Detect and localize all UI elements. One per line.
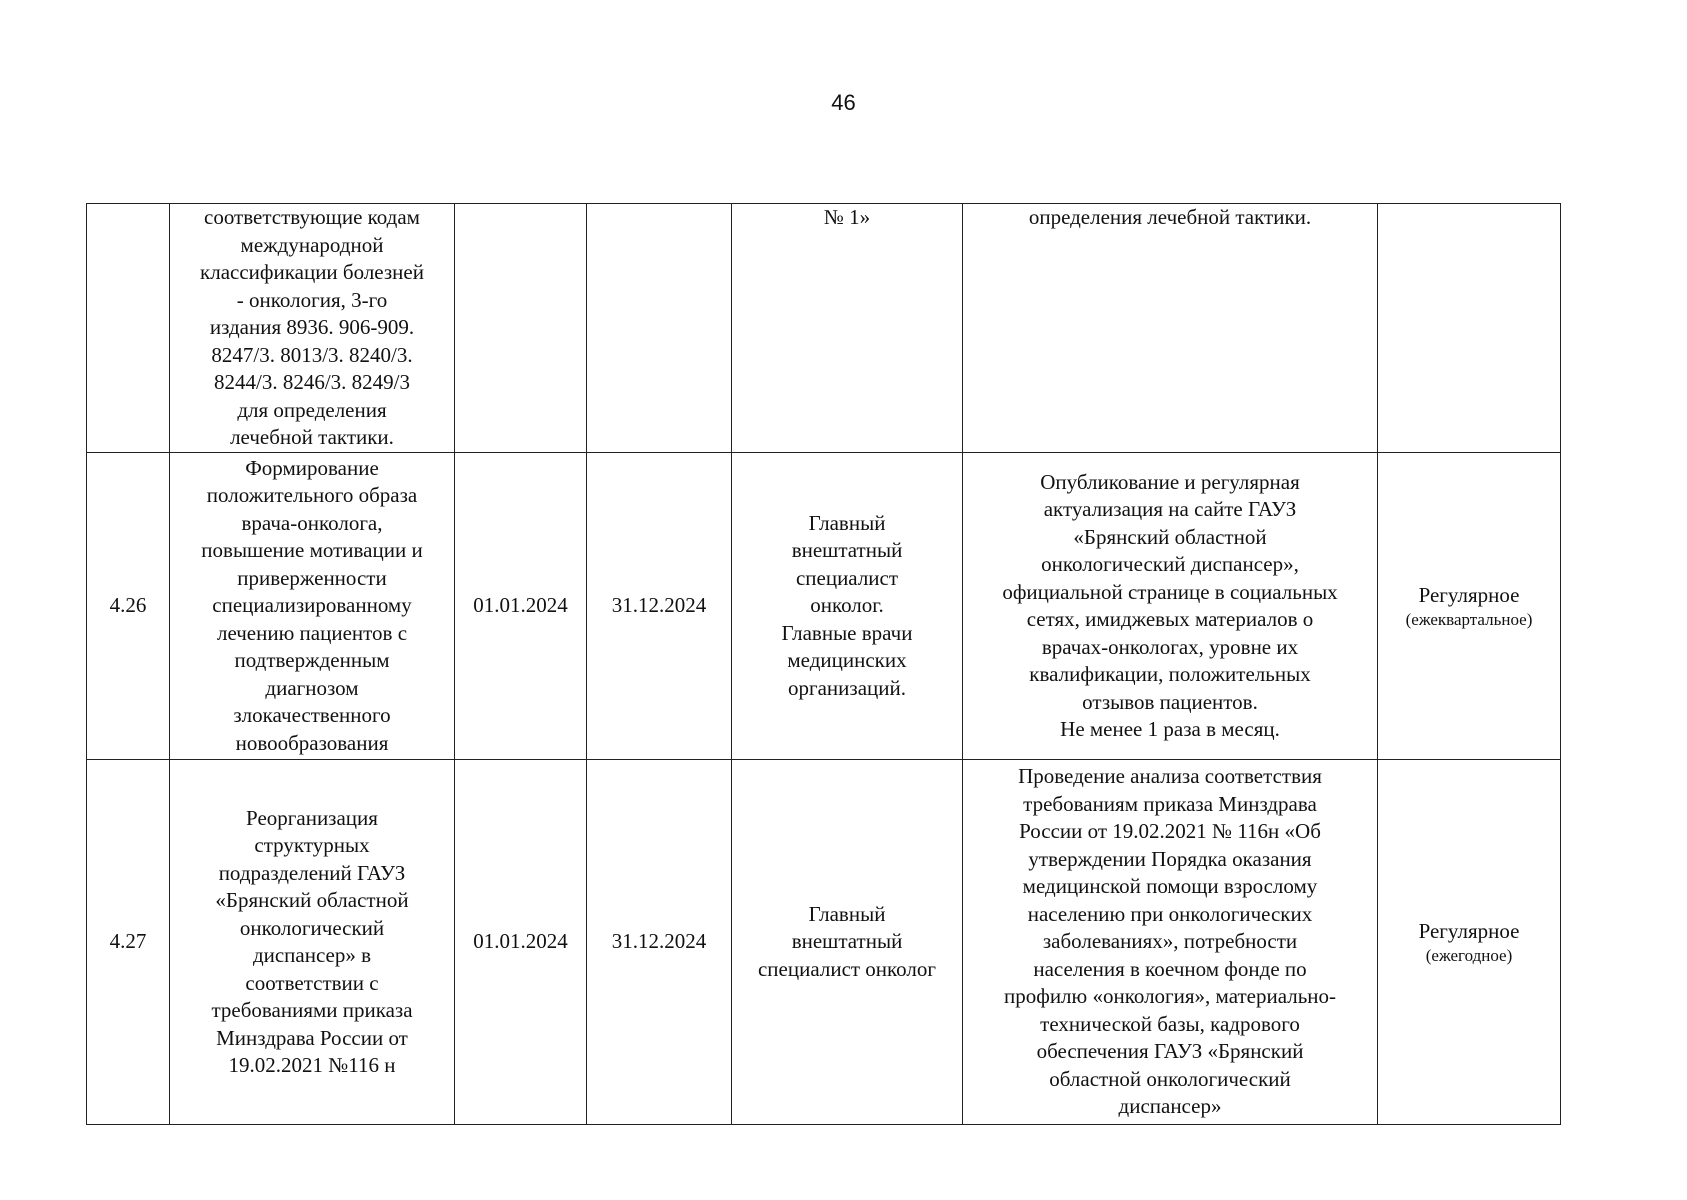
cell-text-line: отзывов пациентов. — [1082, 689, 1258, 714]
description-cell — [170, 760, 455, 1125]
cell-text-line: лечению пациентов с — [216, 620, 408, 645]
cell-text-line: международной — [240, 232, 384, 257]
row-number-cell: 4.27 — [87, 760, 170, 1125]
description-cell — [170, 204, 455, 453]
cell-text-line: 19.02.2021 №116 н — [228, 1053, 396, 1077]
cell-text-line: Главный — [808, 901, 886, 926]
cell-text-line: областной онкологический — [1049, 1066, 1291, 1091]
frequency-cell — [1378, 453, 1561, 760]
cell-text-line: - онкология, 3-го — [236, 287, 388, 312]
cell-text-line: технической базы, кадрового — [1040, 1011, 1300, 1036]
cell-text-line: «Брянский областной — [215, 888, 409, 912]
cell-text-line: Главные врачи — [781, 620, 913, 645]
row-number-cell: 4.26 — [87, 453, 170, 760]
cell-text-line: заболеваниях», потребности — [1042, 929, 1298, 954]
table-row — [87, 760, 1561, 1125]
cell-text-line: подтвержденным — [234, 648, 390, 673]
cell-text-line: диспансер» в — [252, 943, 372, 967]
table-row — [87, 453, 1561, 760]
cell-text-line: № 1» — [823, 205, 871, 229]
cell-text-line: организаций. — [788, 675, 906, 700]
cell-text-line: сетях, имиджевых материалов о — [1026, 607, 1314, 631]
cell-text-line: специалист онколог — [757, 956, 937, 981]
end-date-cell: 31.12.2024 — [587, 453, 732, 760]
frequency-cell — [1378, 204, 1561, 453]
cell-text-line: актуализация на сайте ГАУЗ — [1043, 497, 1297, 521]
cell-text-line: требованиями приказа — [211, 998, 413, 1022]
start-date-cell: 01.01.2024 — [455, 760, 587, 1125]
cell-text-line: подразделений ГАУЗ — [218, 860, 406, 885]
start-date-cell: 01.01.2024 — [455, 453, 587, 760]
frequency-note: (ежеквартальное) — [1405, 609, 1533, 629]
cell-text-line: квалификации, положительных — [1029, 662, 1311, 686]
responsible-cell — [732, 453, 963, 760]
page-number: 46 — [831, 90, 856, 115]
result-cell — [963, 453, 1378, 760]
cell-text-line: населению при онкологических — [1027, 901, 1313, 926]
cell-text-line: Опубликование и регулярная — [1040, 469, 1300, 494]
cell-text-line: внештатный — [791, 929, 903, 954]
responsible-cell — [732, 760, 963, 1125]
cell-text-line: структурных — [254, 833, 370, 857]
description-cell — [170, 453, 455, 760]
cell-text-line: России от 19.02.2021 № 116н «Об — [1019, 819, 1321, 844]
cell-text-line: специализированному — [212, 593, 412, 618]
cell-text-line: приверженности — [237, 565, 387, 590]
cell-text-line: Проведение анализа соответствия — [1018, 764, 1322, 789]
cell-text-line: врача-онколога, — [241, 510, 383, 535]
cell-text-line: соответствии с — [245, 970, 379, 995]
cell-text-line: Формирование — [245, 455, 379, 480]
cell-text-line: медицинских — [787, 648, 907, 673]
responsible-cell — [732, 204, 963, 453]
cell-text-line: требованиям приказа Минздрава — [1023, 791, 1317, 816]
cell-text-line: официальной странице в социальных — [1002, 579, 1338, 604]
start-date-cell — [455, 204, 587, 453]
result-cell — [963, 760, 1378, 1125]
cell-text-line: медицинской помощи взрослому — [1022, 874, 1318, 899]
cell-text-line: лечебной тактики. — [230, 425, 394, 449]
cell-text-line: злокачественного — [233, 703, 391, 728]
cell-text-line: утверждении Порядка оказания — [1028, 846, 1312, 871]
cell-text-line: Не менее 1 раза в месяц. — [1060, 717, 1280, 741]
row-number-cell — [87, 204, 170, 453]
cell-text-line: онколог. — [810, 593, 884, 618]
frequency-label: Регулярное — [1418, 918, 1520, 943]
cell-text-line: онкологический диспансер», — [1041, 552, 1299, 576]
end-date-cell — [587, 204, 732, 453]
cell-text-line: для определения — [237, 397, 387, 422]
cell-text-line: онкологический — [239, 915, 385, 940]
measures-table — [86, 203, 1561, 1125]
cell-text-line: обеспечения ГАУЗ «Брянский — [1036, 1039, 1304, 1064]
cell-text-line: диагнозом — [265, 675, 359, 700]
cell-text-line: врачах-онкологах, уровне их — [1041, 634, 1299, 659]
cell-text-line: внештатный — [791, 538, 903, 563]
cell-text-line: соответствующие кодам — [204, 205, 420, 229]
cell-text-line: Главный — [808, 510, 886, 535]
cell-text-line: профилю «онкология», материально- — [1003, 984, 1337, 1009]
end-date-cell: 31.12.2024 — [587, 760, 732, 1125]
table-row — [87, 204, 1561, 453]
cell-text-line: издания 8936. 906-909. — [209, 315, 415, 339]
cell-text-line: повышение мотивации и — [201, 538, 423, 563]
cell-text-line: 8244/3. 8246/3. 8249/3 — [213, 370, 410, 394]
cell-text-line: диспансер» — [1118, 1094, 1222, 1119]
cell-text-line: населения в коечном фонде по — [1033, 956, 1307, 981]
frequency-label: Регулярное — [1418, 582, 1520, 607]
frequency-cell — [1378, 760, 1561, 1125]
result-cell — [963, 204, 1378, 453]
cell-text-line: новообразования — [235, 730, 389, 755]
cell-text-line: положительного образа — [206, 483, 418, 508]
cell-text-line: Реорганизация — [246, 805, 378, 830]
cell-text-line: 8247/3. 8013/3. 8240/3. — [211, 342, 413, 367]
cell-text-line: Минздрава России от — [216, 1025, 408, 1050]
cell-text-line: определения лечебной тактики. — [1028, 205, 1312, 229]
cell-text-line: классификации болезней — [200, 260, 424, 284]
cell-text-line: «Брянский областной — [1073, 524, 1267, 549]
cell-text-line: специалист — [795, 565, 899, 590]
frequency-note: (ежегодное) — [1425, 945, 1513, 965]
